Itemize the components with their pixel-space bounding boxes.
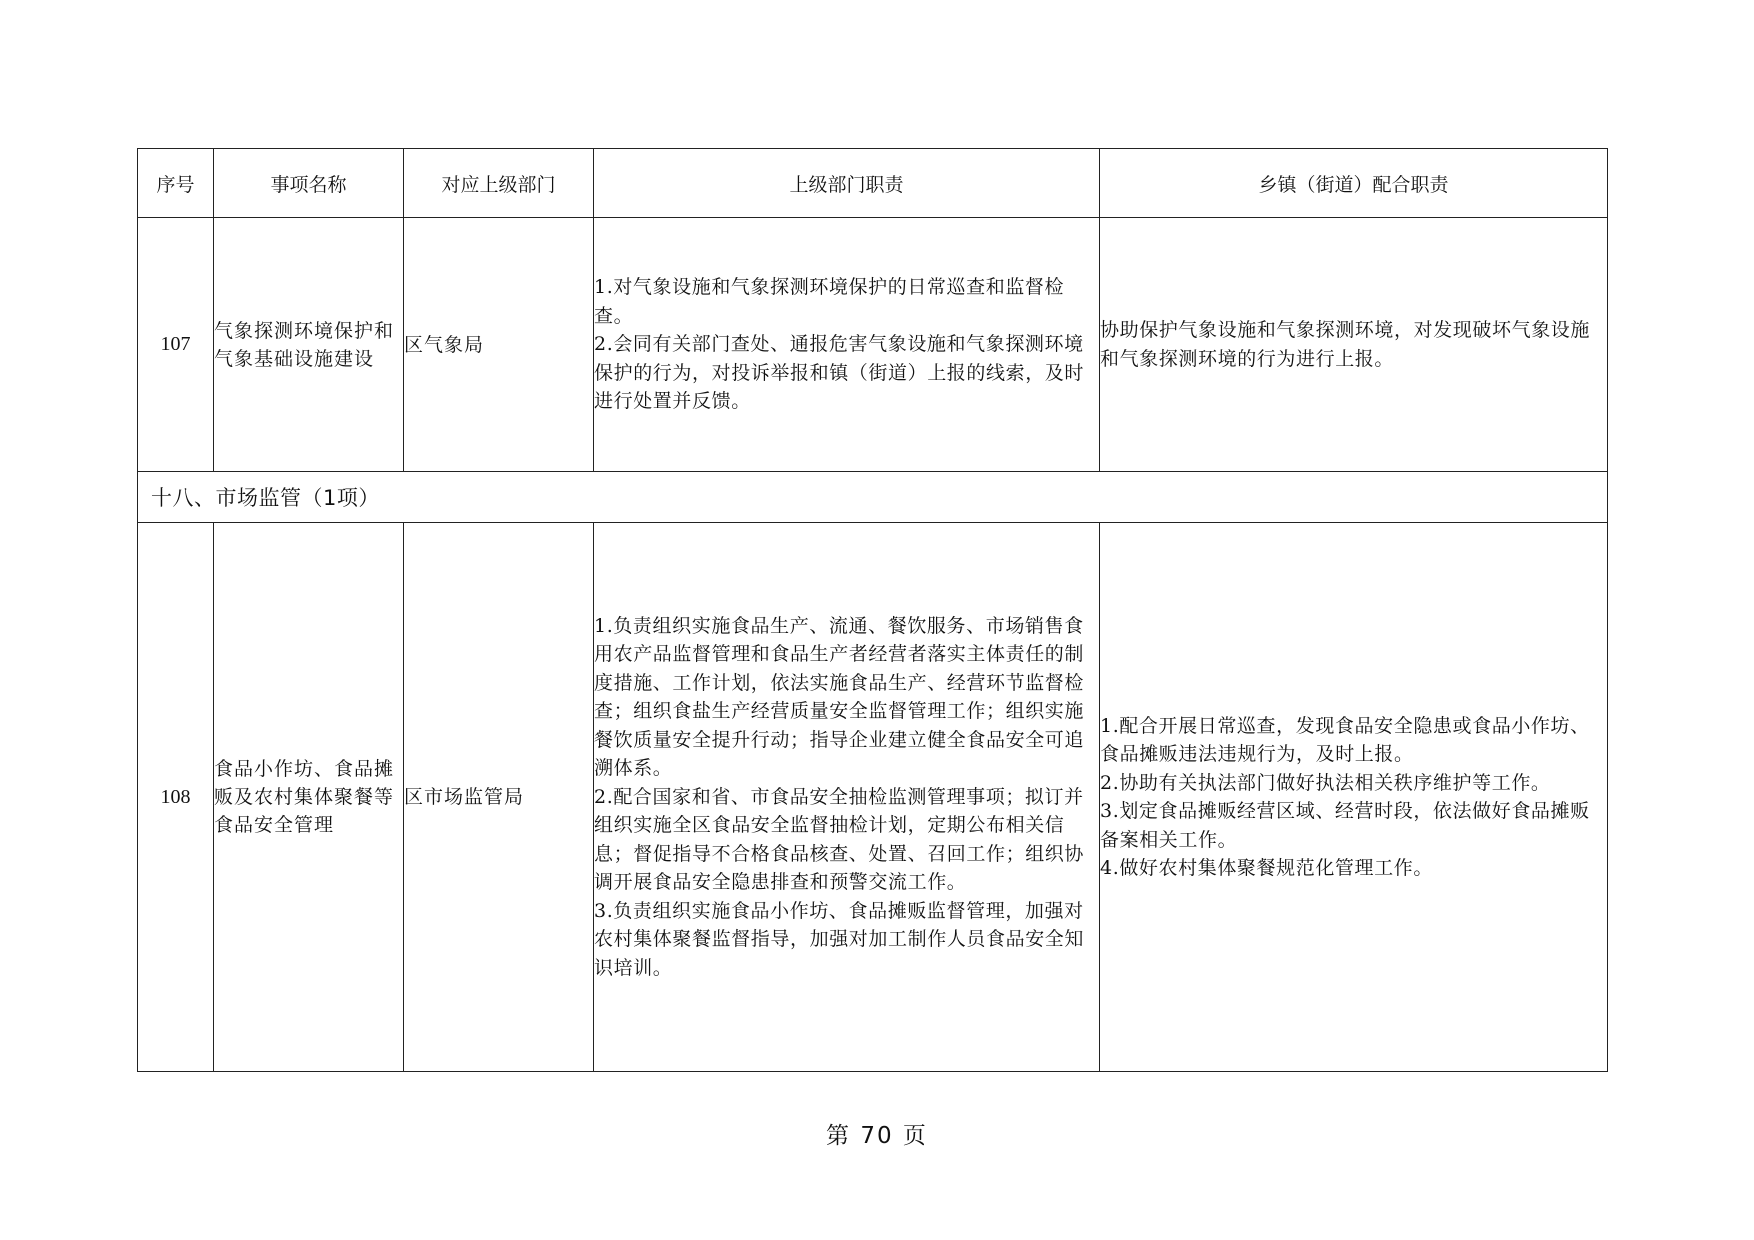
row-upper-dept: 区气象局 — [404, 218, 594, 472]
section-row — [138, 472, 1608, 523]
row-seq: 108 — [138, 523, 214, 1072]
header-upper-dept: 对应上级部门 — [404, 149, 594, 218]
section-title: 十八、市场监管（1项） — [138, 472, 1608, 523]
town-duty-line: 1.配合开展日常巡查，发现食品安全隐患或食品小作坊、食品摊贩违法违规行为，及时上报。 — [1100, 714, 1590, 765]
table-header-row — [138, 149, 1608, 218]
upper-duty-line: 1.对气象设施和气象探测环境保护的日常巡查和监督检查。 — [594, 276, 1065, 327]
header-upper-duty: 上级部门职责 — [594, 149, 1100, 218]
table-row — [138, 218, 1608, 472]
row-item-name: 食品小作坊、食品摊贩及农村集体聚餐等食品安全管理 — [214, 523, 404, 1072]
town-duty-line: 协助保护气象设施和气象探测环境，对发现破坏气象设施和气象探测环境的行为进行上报。 — [1100, 319, 1591, 370]
row-town-duty — [1100, 218, 1608, 472]
upper-duty-line: 3.负责组织实施食品小作坊、食品摊贩监督管理，加强对农村集体聚餐监督指导，加强对加工制作人员食品安全知识培训。 — [594, 899, 1085, 979]
town-duty-line: 2.协助有关执法部门做好执法相关秩序维护等工作。 — [1100, 771, 1551, 794]
duty-table — [137, 148, 1608, 1072]
row-upper-duty — [594, 218, 1100, 472]
upper-duty-line: 2.会同有关部门查处、通报危害气象设施和气象探测环境保护的行为，对投诉举报和镇（街道）上报的线索，及时进行处置并反馈。 — [594, 333, 1085, 413]
row-item-name: 气象探测环境保护和气象基础设施建设 — [214, 218, 404, 472]
town-duty-line: 3.划定食品摊贩经营区域、经营时段，依法做好食品摊贩备案相关工作。 — [1100, 800, 1590, 851]
upper-duty-line: 2.配合国家和省、市食品安全抽检监测管理事项；拟订并组织实施全区食品安全监督抽检计划，定期公布相关信息；督促指导不合格食品核查、处置、召回工作；组织协调开展食品安全隐患排查和预警交流工作。 — [594, 785, 1085, 894]
header-item-name: 事项名称 — [214, 149, 404, 218]
row-upper-duty — [594, 523, 1100, 1072]
page-number: 第 70 页 — [826, 1123, 928, 1149]
header-seq: 序号 — [138, 149, 214, 218]
table-row — [138, 523, 1608, 1072]
town-duty-line: 4.做好农村集体聚餐规范化管理工作。 — [1100, 857, 1433, 879]
row-town-duty — [1100, 523, 1608, 1072]
row-seq: 107 — [138, 218, 214, 472]
header-town-duty: 乡镇（街道）配合职责 — [1100, 149, 1608, 218]
upper-duty-line: 1.负责组织实施食品生产、流通、餐饮服务、市场销售食用农产品监督管理和食品生产者经营者落实主体责任的制度措施、工作计划，依法实施食品生产、经营环节监督检查；组织食盐生产经营质量安全监督管理工作；组织实施餐饮质量安全提升行动；指导企业建立健全食品安全可追溯体系。 — [594, 614, 1085, 780]
row-upper-dept: 区市场监管局 — [404, 523, 594, 1072]
